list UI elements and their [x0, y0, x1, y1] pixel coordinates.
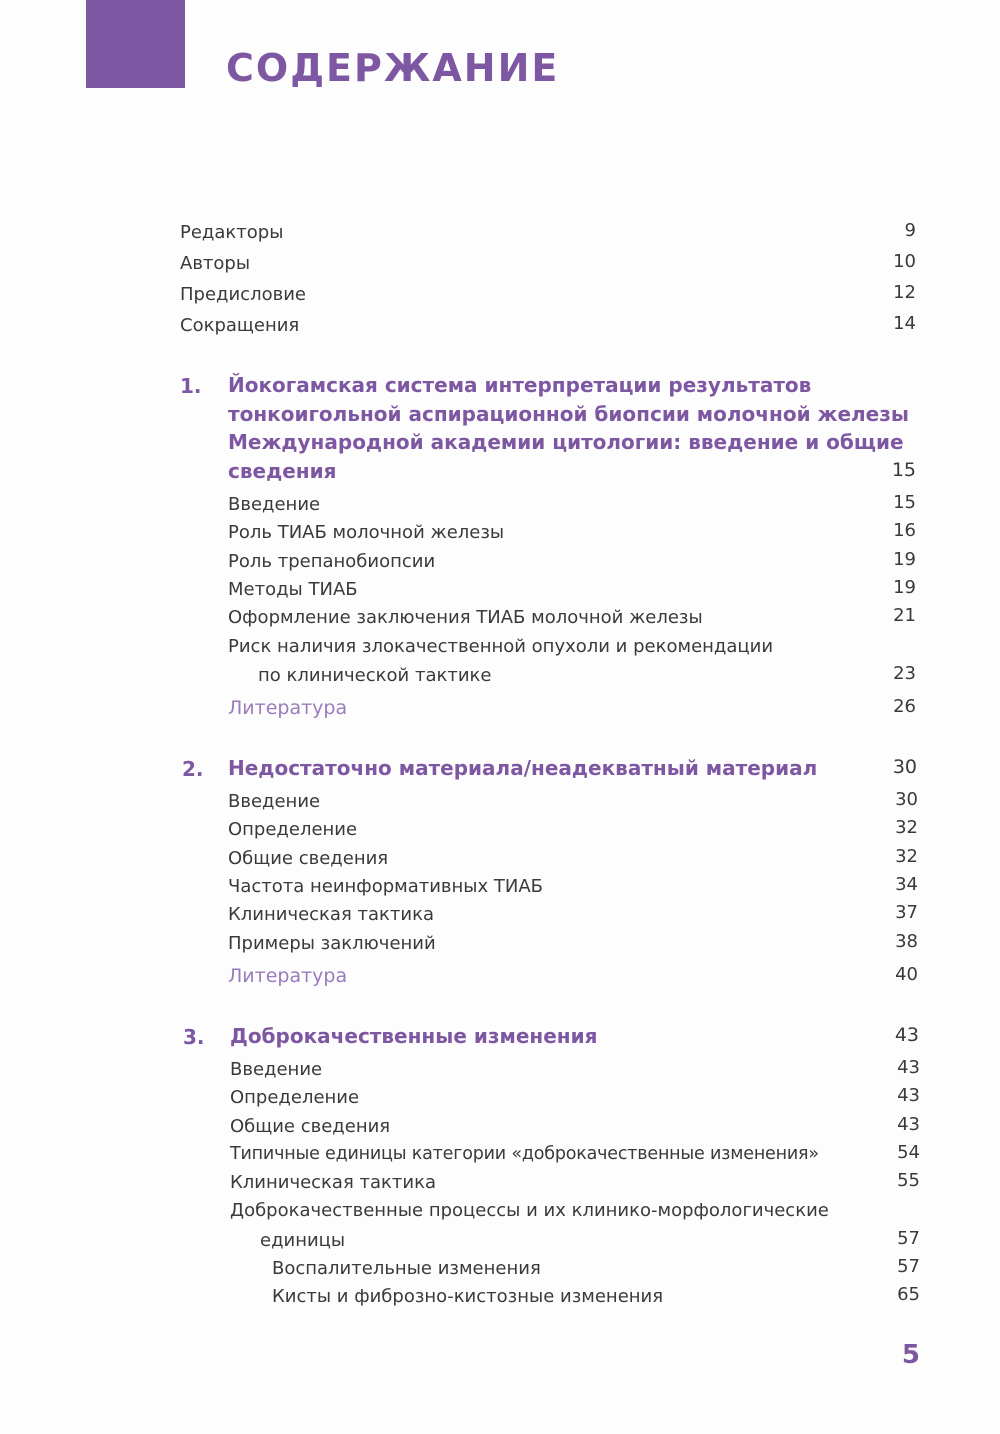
toc-entry-page: 40 — [895, 964, 918, 985]
toc-entry-label: Введение — [228, 494, 321, 515]
toc-entry-label: Частота неинформативных ТИАБ — [228, 876, 544, 897]
chapter-title-line: Недостаточно материала/неадекватный материал — [228, 756, 818, 780]
toc-entry-ch1-risk[interactable] — [228, 636, 916, 696]
toc-entry-label: Определение — [228, 819, 358, 840]
toc-entry-page: 21 — [893, 605, 916, 626]
toc-entry-page: 65 — [897, 1284, 920, 1305]
toc-entry-label: Оформление заключения ТИАБ молочной железы — [228, 607, 703, 628]
toc-entry-label: Кисты и фиброзно-кистозные изменения — [272, 1286, 664, 1307]
toc-entry-label: Риск наличия злокачественной опухоли и рекомендации — [228, 636, 774, 657]
toc-entry-page: 43 — [897, 1085, 920, 1106]
toc-entry-page: 34 — [895, 874, 918, 895]
toc-entry-page: 30 — [895, 789, 918, 810]
toc-entry-page: 23 — [893, 663, 916, 684]
toc-entry-label: Введение — [228, 791, 321, 812]
toc-entry-page: 37 — [895, 902, 918, 923]
toc-entry-ch2-examples[interactable] — [228, 933, 918, 963]
toc-entry-page: 43 — [897, 1114, 920, 1135]
toc-entry-label: Редакторы — [180, 222, 284, 243]
toc-entry-ch3-management[interactable] — [230, 1172, 920, 1202]
toc-entry-label: Воспалительные изменения — [272, 1258, 541, 1279]
toc-entry-ch1-reporting[interactable] — [228, 607, 916, 637]
toc-entry-label: Доброкачественные процессы и их клинико-морфологические — [230, 1200, 829, 1221]
chapter-title-line: Доброкачественные изменения — [230, 1024, 598, 1048]
toc-entry-label: Общие сведения — [230, 1116, 391, 1137]
toc-entry-ch2-definition[interactable] — [228, 819, 918, 849]
toc-entry-label: Примеры заключений — [228, 933, 436, 954]
toc-literature-label: Литература — [228, 965, 348, 987]
toc-entry-page: 57 — [897, 1256, 920, 1277]
chapter-title-line: тонкоигольной аспирационной биопсии молочной железы — [228, 401, 909, 426]
toc-entry-abbreviations[interactable] — [180, 315, 916, 345]
toc-entry-page: 19 — [893, 577, 916, 598]
toc-entry-label: Сокращения — [180, 315, 300, 336]
chapter-title-line: сведения — [228, 458, 337, 483]
toc-entry-label: Авторы — [180, 253, 251, 274]
toc-entry-page: 32 — [895, 817, 918, 838]
toc-entry-page: 15 — [893, 492, 916, 513]
toc-entry-ch1-role-fnab[interactable] — [228, 522, 916, 552]
toc-entry-page: 9 — [904, 220, 916, 241]
toc-entry-page: 43 — [897, 1057, 920, 1078]
toc-entry-ch1-literature[interactable] — [228, 697, 916, 727]
toc-entry-page: 54 — [897, 1142, 920, 1163]
toc-entry-label: Определение — [230, 1087, 360, 1108]
toc-literature-label: Литература — [228, 697, 348, 719]
toc-entry-label: Клиническая тактика — [230, 1172, 436, 1193]
toc-entry-label: Клиническая тактика — [228, 904, 434, 925]
toc-entry-label: Роль ТИАБ молочной железы — [228, 522, 505, 543]
chapter-3-number: 3. — [183, 1025, 205, 1049]
chapter-2-number: 2. — [182, 757, 204, 781]
toc-entry-ch2-literature[interactable] — [228, 965, 918, 995]
folio-page-number: 5 — [901, 1340, 920, 1370]
toc-entry-ch3-benign-processes[interactable] — [230, 1200, 920, 1260]
toc-entry-page: 38 — [895, 931, 918, 952]
toc-entry-ch2-management[interactable] — [228, 904, 918, 934]
toc-entry-label: Предисловие — [180, 284, 306, 305]
toc-entry-label: Роль трепанобиопсии — [228, 551, 436, 572]
page-title: СОДЕРЖАНИЕ — [226, 46, 560, 90]
toc-entry-preface[interactable] — [180, 284, 916, 314]
toc-entry-page: 16 — [893, 520, 916, 541]
toc-entry-page: 10 — [893, 251, 916, 272]
chapter-title-line: Международной академии цитологии: введение и общие — [228, 430, 904, 454]
toc-entry-label: Типичные единицы категории «доброкачественные изменения» — [230, 1144, 819, 1164]
toc-entry-page: 26 — [893, 696, 916, 717]
chapter-1-page: 15 — [891, 459, 916, 481]
chapter-title-line: Йокогамская система интерпретации результатов — [228, 373, 812, 397]
toc-entry-label-continued: по клинической тактике — [258, 665, 492, 686]
toc-entry-ch3-definition[interactable] — [230, 1087, 920, 1117]
toc-entry-label: Общие сведения — [228, 848, 389, 869]
toc-entry-page: 55 — [897, 1170, 920, 1191]
toc-entry-authors[interactable] — [180, 253, 916, 283]
toc-entry-page: 14 — [893, 313, 916, 334]
toc-entry-ch3-cysts[interactable] — [272, 1286, 920, 1316]
chapter-1-number: 1. — [180, 374, 202, 398]
toc-entry-page: 57 — [897, 1228, 920, 1249]
toc-entry-label: Методы ТИАБ — [228, 579, 358, 600]
toc-entry-page: 32 — [895, 846, 918, 867]
toc-entry-editors[interactable] — [180, 222, 916, 252]
toc-entry-page: 12 — [893, 282, 916, 303]
chapter-2-page: 30 — [892, 756, 917, 778]
chapter-3-page: 43 — [894, 1024, 919, 1046]
toc-entry-label-continued: единицы — [260, 1230, 346, 1251]
toc-entry-page: 19 — [893, 549, 916, 570]
toc-entry-label: Введение — [230, 1059, 323, 1080]
